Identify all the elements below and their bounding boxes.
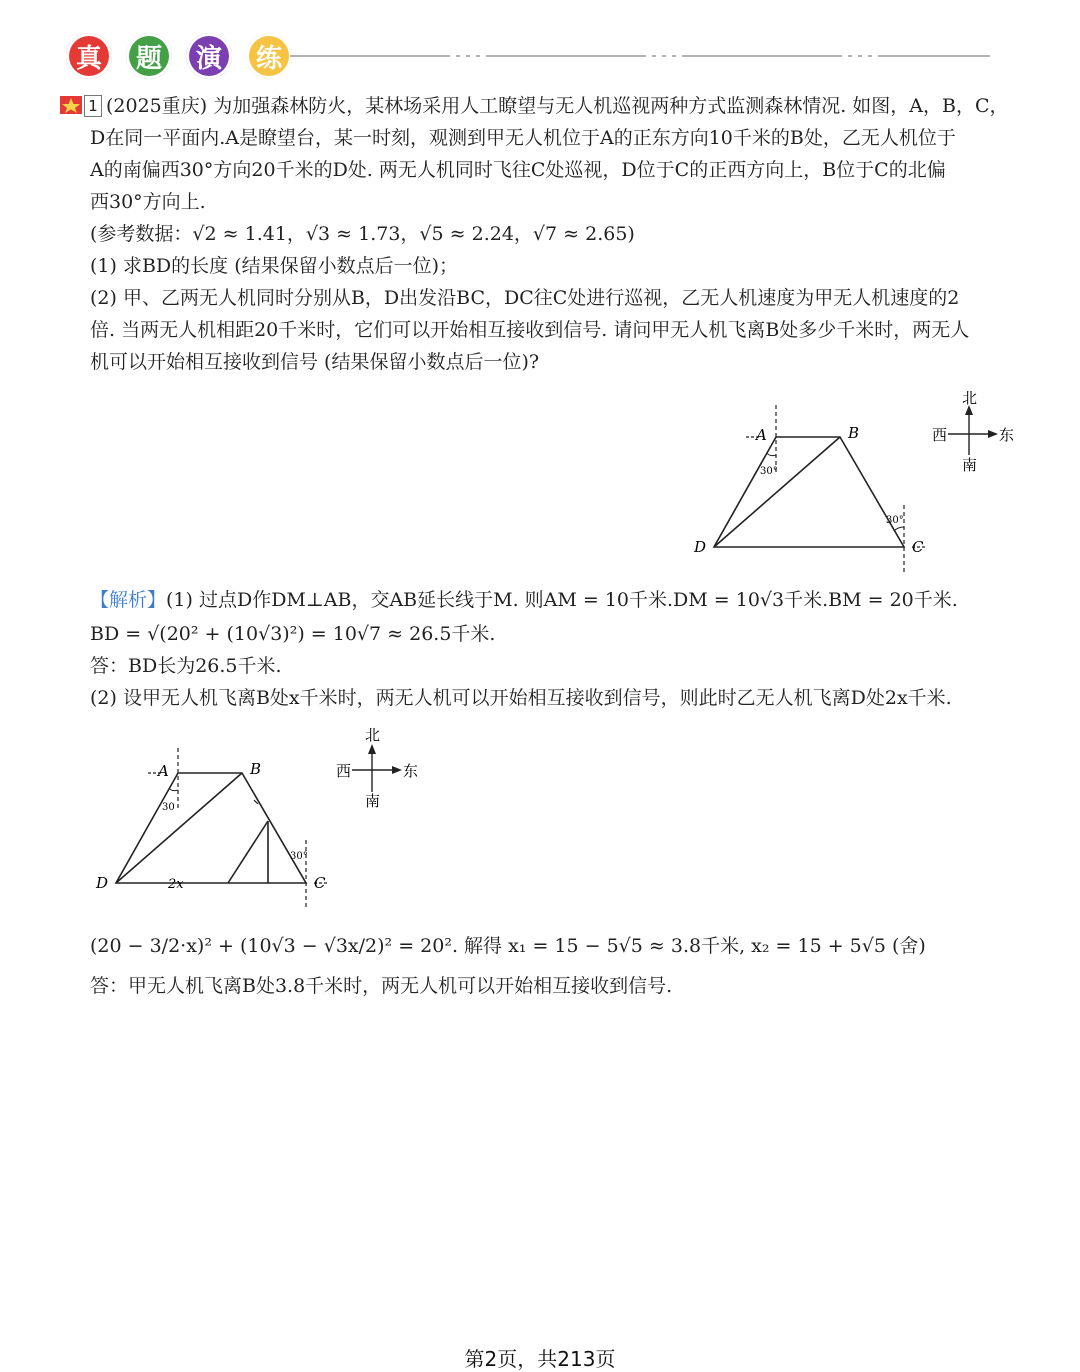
problem-line-5: (参考数据：√2 ≈ 1.41，√3 ≈ 1.73，√5 ≈ 2.24，√7 ≈ 2.65) <box>90 223 635 245</box>
fig2-south: 南 <box>365 792 381 810</box>
fig2-north: 北 <box>365 726 381 744</box>
fig1-north: 北 <box>962 389 978 407</box>
problem-number: 1 <box>84 95 102 117</box>
problem-line-1: (2025重庆) 为加强森林防火，某林场采用人工瞭望与无人机巡视两种方式监测森林情况. 如图，A，B，C， <box>106 95 1009 117</box>
fig1-south: 南 <box>962 456 978 474</box>
fig2-label-b: B <box>250 760 262 778</box>
fig1-east: 东 <box>999 426 1015 444</box>
star-marker <box>60 96 82 114</box>
fig1-label-d: D <box>694 538 707 556</box>
badge-yan: 演 <box>186 33 232 79</box>
problem-line-3: A的南偏西30°方向20千米的D处. 两无人机同时飞往C处巡视，D位于C的正西方向上，B位于C的北偏 <box>90 159 946 181</box>
figure-2 <box>90 720 450 915</box>
fig1-compass <box>932 389 1014 474</box>
solution-equation: (20 − 3/2·x)² + (10√3 − √3x/2)² = 20². 解得 x₁ = 15 − 5√5 ≈ 3.8千米, x₂ = 15 + 5√5 (舍) <box>90 935 926 957</box>
figure-1 <box>680 385 1040 580</box>
solution-answer: 答：甲无人机飞离B处3.8千米时，两无人机可以开始相互接收到信号. <box>90 975 673 997</box>
problem-line-7: (2) 甲、乙两无人机同时分别从B，D出发沿BC，DC往C处进行巡视，乙无人机速度为甲无人机速度的2 <box>90 287 960 309</box>
fig1-label-c: C <box>912 538 924 556</box>
page-footer: 第2页，共213页 <box>464 1347 616 1371</box>
fig2-angle-a: 30 <box>162 802 175 813</box>
problem-line-8: 倍. 当两无人机相距20千米时，它们可以开始相互接收到信号. 请问甲无人机飞离B处多少千米时，两无人 <box>90 319 970 341</box>
badge-zhen: 真 <box>66 33 112 79</box>
fig2-label-c: C <box>314 874 326 892</box>
star-icon <box>60 96 82 114</box>
solution-line-1 <box>90 584 1030 616</box>
solution-line-4: (2) 设甲无人机飞离B处x千米时，两无人机可以开始相互接收到信号，则此时乙无人机飞离D处2x千米. <box>90 687 952 709</box>
problem-line-2: D在同一平面内.A是瞭望台，某一时刻，观测到甲无人机位于A的正东方向10千米的B处，乙无人机位于 <box>90 127 956 149</box>
problem-line-9: 机可以开始相互接收到信号 (结果保留小数点后一位)? <box>90 351 540 373</box>
badge-lian: 练 <box>246 33 292 79</box>
fig1-west: 西 <box>932 426 948 444</box>
fig1-angle-c: 30° <box>886 515 904 526</box>
problem-line-4: 西30°方向上. <box>90 191 206 213</box>
solution-line-2: BD = √(20² + (10√3)²) = 10√7 ≈ 26.5千米. <box>90 623 496 645</box>
fig1-label-b: B <box>848 424 860 442</box>
fig1-angle-a: 30° <box>760 466 778 477</box>
solution-part1: (1) 过点D作DM⊥AB，交AB延长线于M. 则AM = 10千米.DM = 10√3千米.BM = 20千米. <box>166 589 958 611</box>
problem-line-6: (1) 求BD的长度 (结果保留小数点后一位)； <box>90 255 459 277</box>
fig2-seg-label: 2x <box>168 877 184 892</box>
fig1-label-a: A <box>756 426 767 444</box>
fig2-west: 西 <box>336 762 352 780</box>
fig2-label-d: D <box>96 874 109 892</box>
solution-tag: 【解析】 <box>90 589 167 611</box>
header-divider <box>290 50 990 62</box>
fig2-label-a: A <box>158 762 169 780</box>
fig2-compass <box>336 726 418 810</box>
badge-ti: 题 <box>126 33 172 79</box>
solution-line-3: 答：BD长为26.5千米. <box>90 655 282 677</box>
fig2-angle-c: 30° <box>290 851 308 862</box>
fig2-east: 东 <box>403 762 419 780</box>
